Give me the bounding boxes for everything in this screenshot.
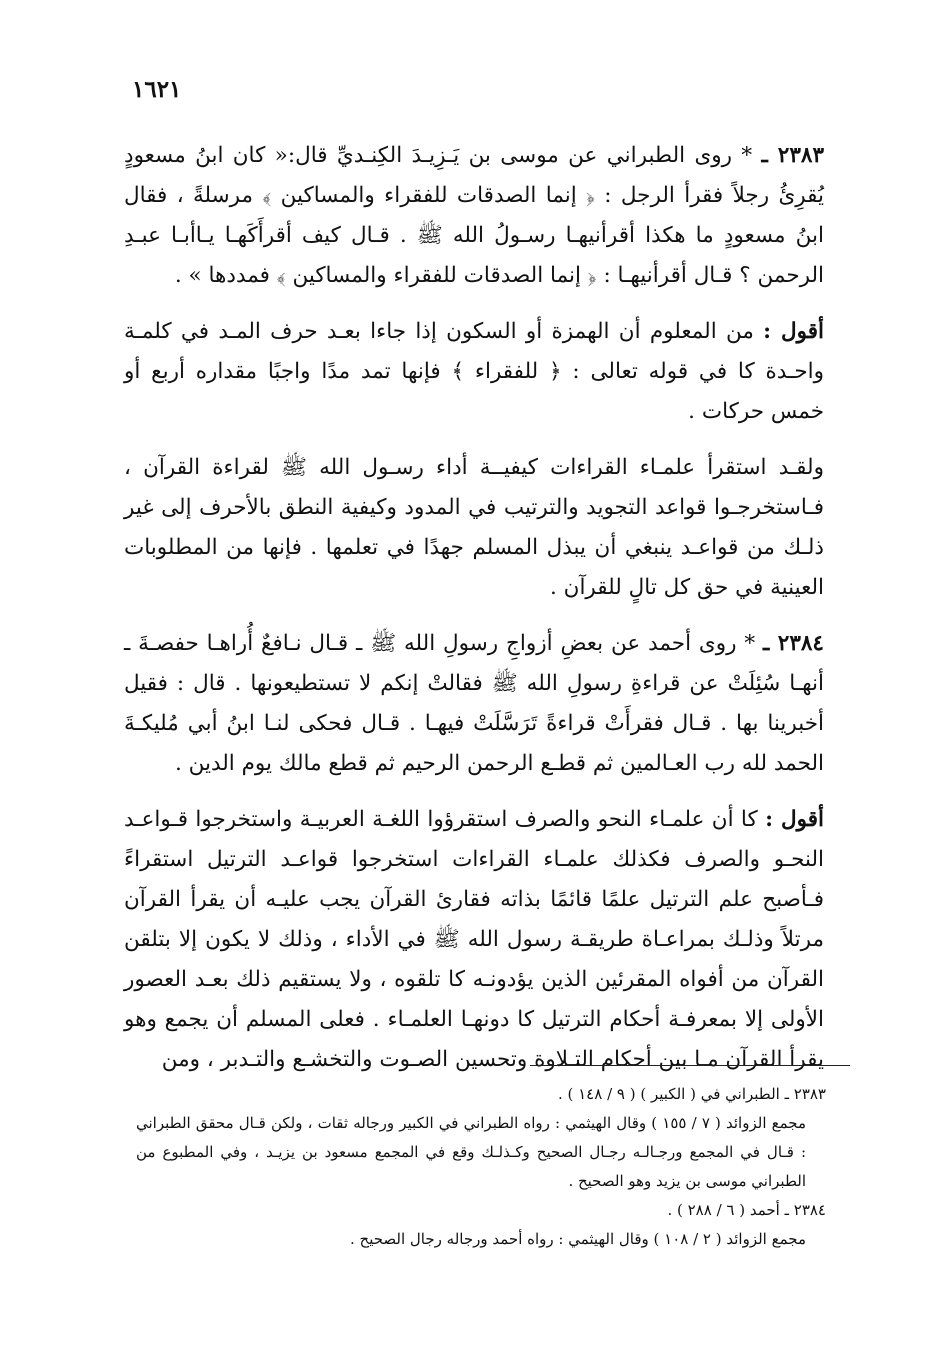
main-text <box>124 136 824 1096</box>
commentary-paragraph <box>124 800 824 1080</box>
paragraph-text: من المعلوم أن الهمزة أو السكون إذا جاءا بعـد حرف المـد في كلمـة واحـدة كا في قوله تعالى : ﴿ للفقراء ﴾ فإنها تمد مدًا واجبًا مقداره أربع أو خمس حركات . <box>124 319 824 424</box>
commentary-paragraph <box>124 312 824 432</box>
hadith-paragraph <box>124 624 824 784</box>
paragraph-text: * روى الطبراني عن موسى بن يَـزِيـدَ الكِنـديِّ قال:« كان ابنُ مسعودٍ يُقرِئُ رجلاً فقرأ الرجل : ﴿ إنما الصدقات للفقراء والمساكين ﴾ مرسلةً ، فقال ابنُ مسعودٍ ما هكذا أقرأنيهـا رسـولُ الله ﷺ . قـال كيف أقرأَكَهـا يـاأبـا عبـدِ الرحمن ؟ قـال أقرأنيهـا : ﴿ إنما الصدقات للفقراء والمساكين ﴾ فمددها » . <box>124 143 824 288</box>
commentary-lead: أقول : <box>765 807 824 832</box>
page-number: ١٦٢١ <box>132 76 182 103</box>
hadith-paragraph <box>124 136 824 296</box>
footnote-ref: ٢٣٨٣ ـ الطبراني في ( الكبير ) ( ٩ / ١٤٨ ) . <box>557 1085 826 1103</box>
commentary-paragraph <box>124 448 824 608</box>
hadith-number: ٢٣٨٤ ـ <box>762 631 824 656</box>
footnote-ref: ٢٣٨٤ ـ أحمد ( ٦ / ٢٨٨ ) . <box>667 1201 826 1219</box>
paragraph-text: ولقـد استقرأ علمـاء القراءات كيفيــة أداء رسـول الله ﷺ لقراءة القرآن ، فـاستخرجـوا قواعد التجويد والترتيب في المدود وكيفية النطق بالأحرف إلى غير ذلـك من قواعـد ينبغي أن يبذل المسلم جهدًا في تعلمها . فإنها من المطلوبات العينية في حق كل تالٍ للقرآن . <box>124 455 824 600</box>
footnote-body: مجمع الزوائد ( ٧ / ١٥٥ ) وقال الهيثمي : رواه الطبراني في الكبير ورجاله ثقات ، ولكن قـال محقق الطبراني : قـال في المجمع ورجـالـه رجـال الصحيح وكـذلـك وقع في المجمع مسعود بن يزيـد ، وفي المطبوع من الطبراني موسى بن يزيد وهو الصحيح . <box>136 1114 807 1190</box>
footnotes <box>136 1080 826 1254</box>
hadith-number: ٢٣٨٣ ـ <box>761 143 824 168</box>
paragraph-text: كا أن علمـاء النحو والصرف استقرؤوا اللغـة العربيـة واستخرجوا قـواعـد النحـو والصرف فكذلك علمـاء القراءات استخرجوا قواعـد الترتيل استقراءً فـأصبح علم الترتيل علمًا قائمًا بذاته فقارئ القرآن يجب عليـه أن يقرأ القرآن مرتلاً وذلـك بمراعـاة طريقـة رسول الله ﷺ في الأداء ، وذلك لا يكون إلا بتلقن القرآن من أفواه المقرئين الذين يؤدونـه كا تلقوه ، ولا يستقيم ذلك بعـد العصور الأولى إلا بمعرفـة أحكام الترتيل كا دونهـا العلمـاء . فعلى المسلم أن يجمع وهو يقرأ القرآن مـا بين أحكام التـلاوة وتحسين الصـوت والتخشـع والتـدبر ، ومن <box>124 807 824 1072</box>
paragraph-text: * روى أحمد عن بعضِ أزواجِ رسولِ الله ﷺ ـ قـال نـافعٌ أُراهـا حفصـةَ ـ أنهـا سُئِلَتْ عن قراءةِ رسولِ الله ﷺ فقالتْ إنكم لا تستطيعونها . قال : فقيل أخبرينا بها . قـال فقرأَتْ قراءةً تَرَسَّلَتْ فيهـا . قـال فحكى لنـا ابنُ أبي مُليكـةَ الحمد لله رب العـالمين ثم قطـع الرحمن الرحيم ثم قطع مالك يوم الدين . <box>124 631 824 776</box>
footnote-body: مجمع الزوائد ( ٢ / ١٠٨ ) وقال الهيثمي : رواه أحمد ورجاله رجال الصحيح . <box>349 1230 806 1248</box>
commentary-lead: أقول : <box>763 319 824 344</box>
footnote-divider <box>530 1065 850 1066</box>
